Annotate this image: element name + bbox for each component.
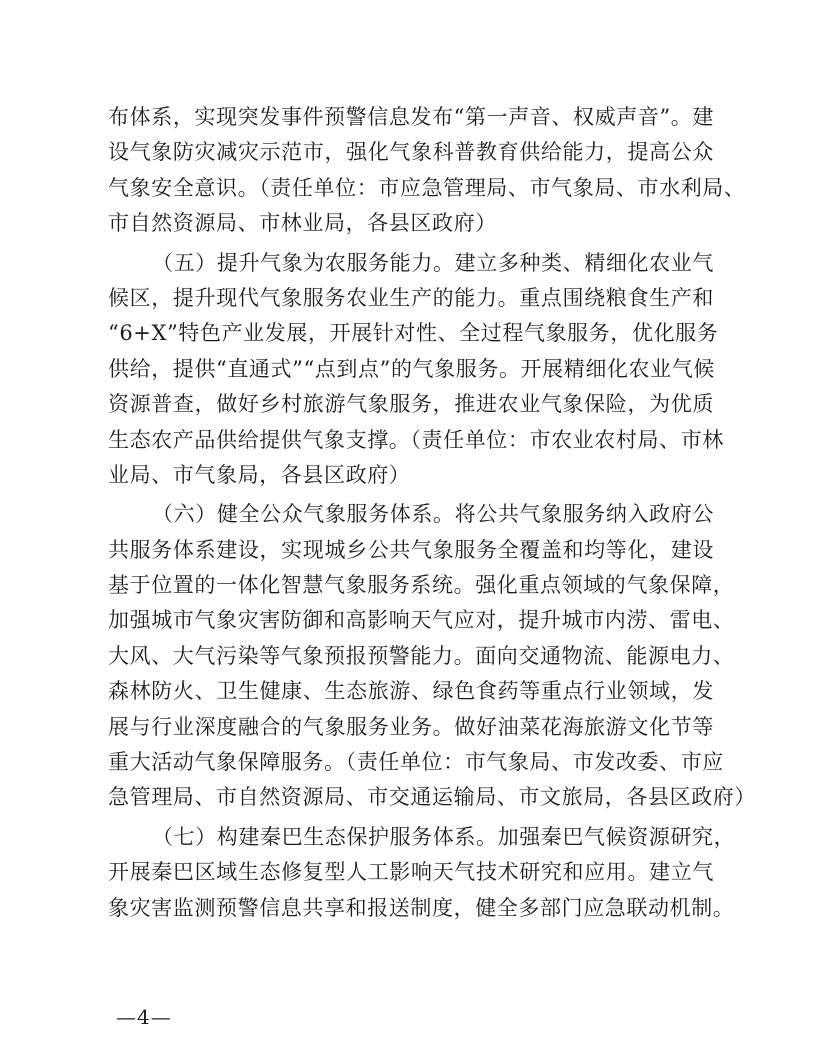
text-line: 开展秦巴区域生态修复型人工影响天气技术研究和应用。建立气 bbox=[108, 860, 714, 885]
text-line: 市自然资源局、市林业局，各县区政府） bbox=[108, 211, 497, 236]
body-text bbox=[108, 100, 756, 926]
text-line: 布体系，实现突发事件预警信息发布“第一声音、权威声音”。建 bbox=[108, 105, 714, 129]
text-line: 候区，提升现代气象服务农业生产的能力。重点围绕粮食生产和 bbox=[108, 285, 714, 310]
text-line: 基于位置的一体化智慧气象服务系统。强化重点领域的气象保障， bbox=[108, 573, 735, 598]
section-heading-line: （七）构建秦巴生态保护服务体系。加强秦巴气候资源研究， bbox=[152, 824, 736, 849]
text-line: 共服务体系建设，实现城乡公共气象服务全覆盖和均等化，建设 bbox=[108, 537, 714, 562]
text-line: 加强城市气象灾害防御和高影响天气应对，提升城市内涝、雷电、 bbox=[108, 608, 735, 633]
text-line: 大风、大气污染等气象预报预警能力。面向交通物流、能源电力、 bbox=[108, 643, 735, 668]
text-line: 气象安全意识。（责任单位：市应急管理局、市气象局、市水利局、 bbox=[108, 175, 746, 200]
text-line: 设气象防灾减灾示范市，强化气象科普教育供给能力，提高公众 bbox=[108, 140, 714, 165]
page-number: —4— bbox=[116, 1005, 172, 1029]
text-line: 象灾害监测预警信息共享和报送制度，健全多部门应急联动机制。 bbox=[108, 895, 735, 920]
text-line: 生态农产品供给提供气象支撑。（责任单位：市农业农村局、市林 bbox=[108, 427, 724, 452]
text-line: 急管理局、市自然资源局、市交通运输局、市文旅局，各县区政府） bbox=[108, 785, 756, 810]
text-line: 业局、市气象局，各县区政府） bbox=[108, 462, 411, 487]
section-heading-line: （六）健全公众气象服务体系。将公共气象服务纳入政府公 bbox=[152, 502, 714, 527]
section-heading-line: （五）提升气象为农服务能力。建立多种类、精细化农业气 bbox=[152, 250, 714, 275]
text-line: 供给，提供“直通式”“点到点”的气象服务。开展精细化农业气候 bbox=[108, 356, 715, 381]
text-line: 森林防火、卫生健康、生态旅游、绿色食药等重点行业领域，发 bbox=[108, 679, 714, 704]
text-line: 重大活动气象保障服务。（责任单位：市气象局、市发改委、市应 bbox=[108, 750, 724, 775]
text-line: 展与行业深度融合的气象服务业务。做好油菜花海旅游文化节等 bbox=[108, 714, 714, 739]
text-line: “6+X”特色产业发展，开展针对性、全过程气象服务，优化服务 bbox=[108, 321, 719, 346]
text-line: 资源普查，做好乡村旅游气象服务，推进农业气象保险，为优质 bbox=[108, 392, 714, 417]
